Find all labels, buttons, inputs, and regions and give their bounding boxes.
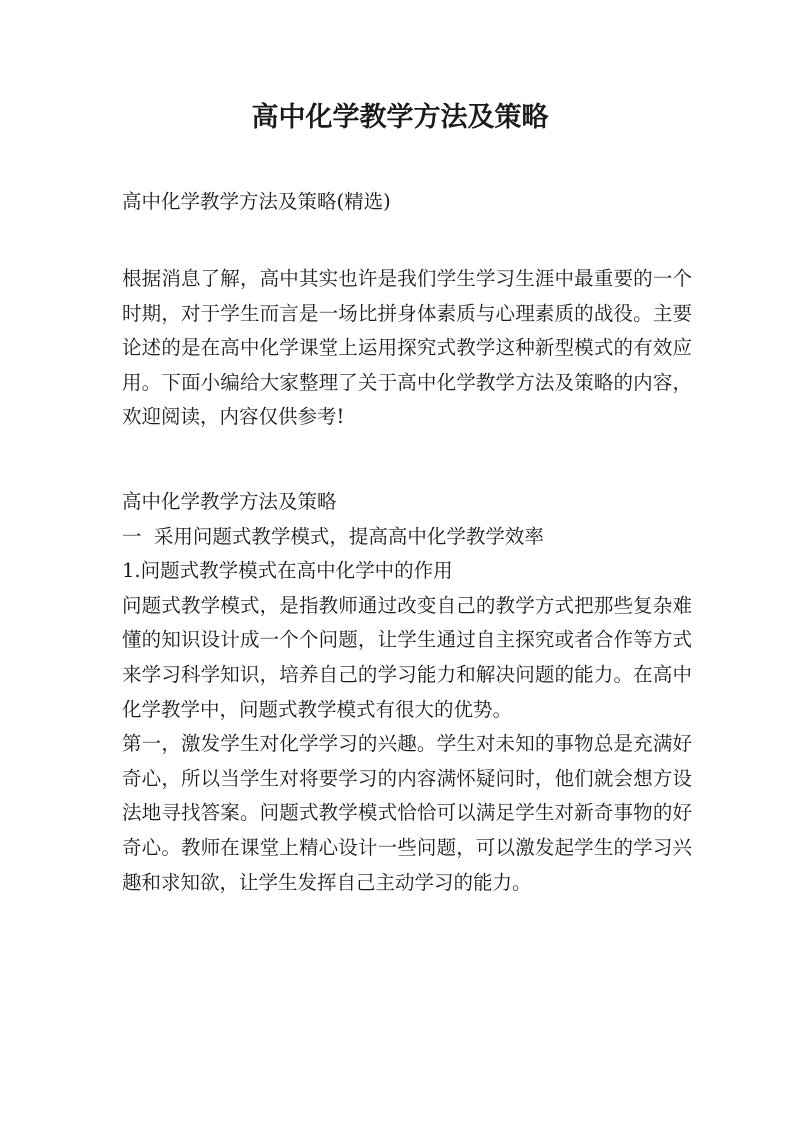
part-heading: 一 采用问题式教学模式，提高高中化学教学效率 [122,524,544,548]
body-paragraph-1: 问题式教学模式，是指教师通过改变自己的教学方式把那些复杂难懂的知识设计成一个个问题，让学生通过自主探究或者合作等方式来学习科学知识，培养自己的学习能力和解决问题的能力。在高中化学教学中，问题式教学模式有很大的优势。 [122,593,692,721]
body-block [122,485,692,900]
body-paragraph-2: 第一，激发学生对化学学习的兴趣。学生对未知的事物总是充满好奇心，所以当学生对将要学习的内容满怀疑问时，他们就会想方设法地寻找答案。问题式教学模式恰恰可以满足学生对新奇事物的好奇心。教师在课堂上精心设计一些问题，可以激发起学生的学习兴趣和求知欲，让学生发挥自己主动学习的能力。 [122,732,692,894]
document-subtitle: 高中化学教学方法及策略(精选) [122,190,391,213]
document-title: 高中化学教学方法及策略 [251,102,549,133]
sub-heading: 1.问题式教学模式在高中化学中的作用 [122,559,453,583]
document-subtitle-block [122,185,692,220]
section-heading: 高中化学教学方法及策略 [122,490,337,513]
intro-block [122,262,692,435]
intro-paragraph: 根据消息了解，高中其实也许是我们学生学习生涯中最重要的一个时期，对于学生而言是一场比拼身体素质与心理素质的战役。主要论述的是在高中化学课堂上运用探究式教学这种新型模式的有效应用。下面小编给大家整理了关于高中化学教学方法及策略的内容，欢迎阅读，内容仅供参考! [122,267,692,429]
